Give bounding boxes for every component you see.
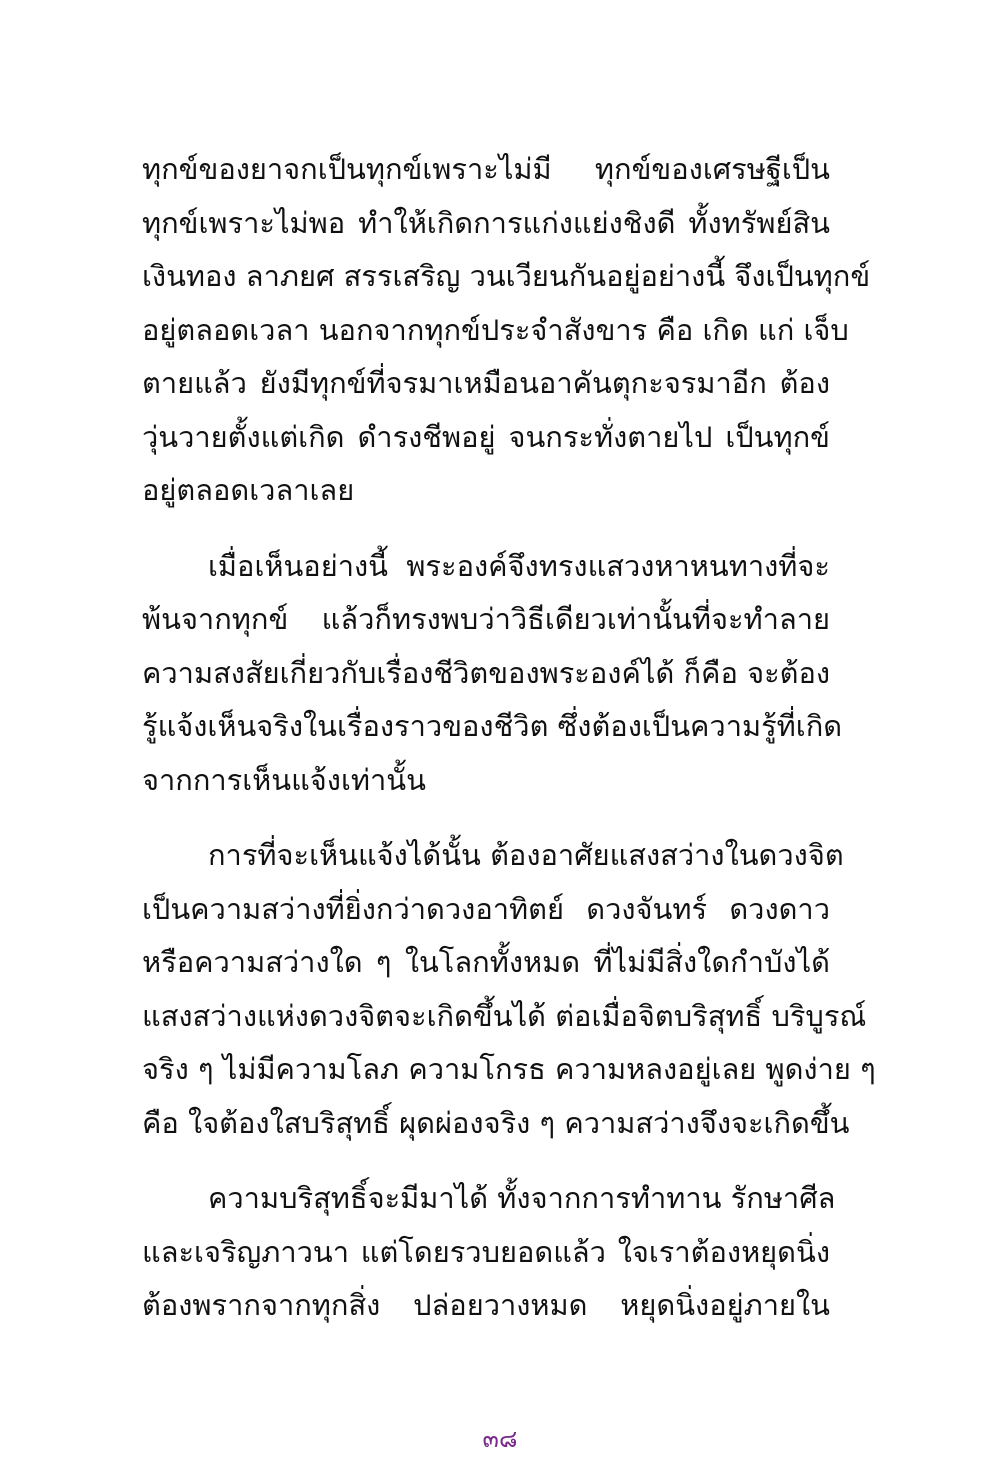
paragraph-2 <box>142 540 843 808</box>
text-line: ตายแล้ว ยังมีทุกข์ที่จรมาเหมือนอาคันตุกะจรมาอีก ต้อง <box>142 366 830 400</box>
text-line: ความสงสัยเกี่ยวกับเรื่องชีวิตของพระองค์ได้ ก็คือ จะต้อง <box>142 655 831 690</box>
text-line: เงินทอง ลาภยศ สรรเสริญ วนเวียนกันอยู่อย่างนี้ จึงเป็นทุกข์ <box>142 259 871 293</box>
paragraph-1 <box>142 143 871 518</box>
text-line: พ้นจากทุกข์ แล้วก็ทรงพบว่าวิธีเดียวเท่านั้นที่จะทำลาย <box>142 602 830 636</box>
text-line: แสงสว่างแห่งดวงจิตจะเกิดขึ้นได้ ต่อเมื่อจิตบริสุทธิ์ บริบูรณ์ <box>142 998 867 1033</box>
text-line: จากการเห็นแจ้งเท่านั้น <box>142 762 426 797</box>
paragraph-4 <box>142 1172 836 1333</box>
text-line: ทุกข์เพราะไม่พอ ทำให้เกิดการแก่งแย่งชิงดี ทั้งทรัพย์สิน <box>142 205 830 240</box>
text-line: ต้องพรากจากทุกสิ่ง ปล่อยวางหมด หยุดนิ่งอยู่ภายใน <box>142 1288 830 1322</box>
text-line: วุ่นวายตั้งแต่เกิด ดำรงชีพอยู่ จนกระทั่งตายไป เป็นทุกข์ <box>142 419 830 454</box>
text-line: เป็นความสว่างที่ยิ่งกว่าดวงอาทิตย์ ดวงจันทร์ ดวงดาว <box>142 891 830 926</box>
text-line: เมื่อเห็นอย่างนี้ พระองค์จึงทรงแสวงหาหนทางที่จะ <box>208 548 830 583</box>
text-line: และเจริญภาวนา แต่โดยรวบยอดแล้ว ใจเราต้องหยุดนิ่ง <box>142 1234 830 1269</box>
text-line: คือ ใจต้องใสบริสุทธิ์ ผุดผ่องจริง ๆ ความสว่างจึงจะเกิดขึ้น <box>142 1105 850 1140</box>
text-line: อยู่ตลอดเวลาเลย <box>142 473 355 507</box>
text-line: จริง ๆ ไม่มีความโลภ ความโกรธ ความหลงอยู่เลย พูดง่าย ๆ <box>142 1052 876 1086</box>
text-line: อยู่ตลอดเวลา นอกจากทุกข์ประจำสังขาร คือ เกิด แก่ เจ็บ <box>142 312 849 347</box>
paragraph-3 <box>142 829 876 1150</box>
text-line: หรือความสว่างใด ๆ ในโลกทั้งหมด ที่ไม่มีสิ่งใดกำบังได้ <box>142 945 830 979</box>
body-text <box>142 143 876 1355</box>
text-line: ทุกข์ของยาจกเป็นทุกข์เพราะไม่มี ทุกข์ของเศรษฐีเป็น <box>142 152 830 186</box>
page-number: ๓๘ <box>482 1425 518 1453</box>
text-line: การที่จะเห็นแจ้งได้นั้น ต้องอาศัยแสงสว่างในดวงจิต <box>208 838 844 872</box>
text-line: ความบริสุทธิ์จะมีมาได้ ทั้งจากการทำทาน รักษาศีล <box>208 1181 836 1215</box>
text-line: รู้แจ้งเห็นจริงในเรื่องราวของชีวิต ซึ่งต้องเป็นความรู้ที่เกิด <box>142 709 843 743</box>
